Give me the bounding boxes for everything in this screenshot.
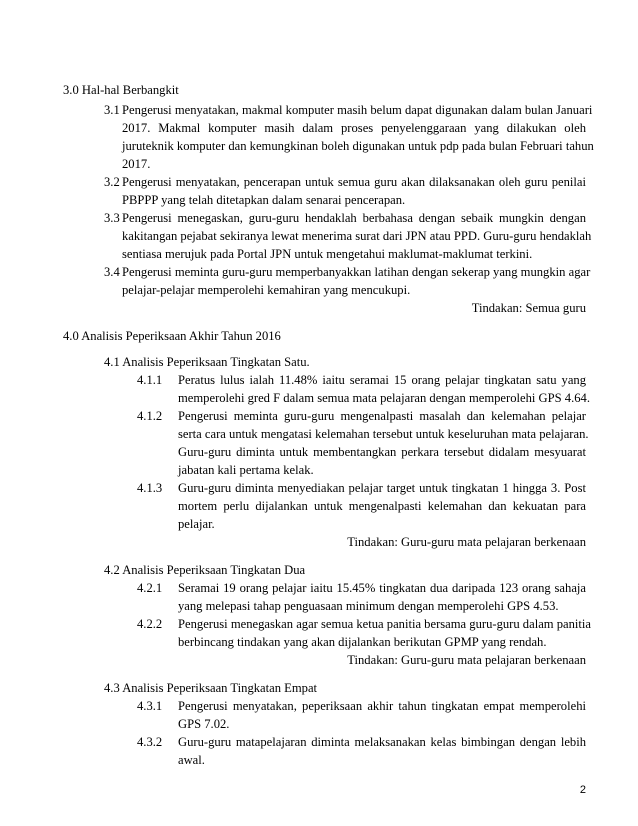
item-3-3-number: 3.3 [104, 211, 120, 225]
subsection-4-1-action: Tindakan: Guru-guru mata pelajaran berkenaan [347, 535, 586, 549]
item-4-1-3-line-3: pelajar. [178, 517, 215, 531]
section-4-heading: 4.0 Analisis Peperiksaan Akhir Tahun 2016 [63, 329, 281, 343]
item-4-1-2-line-3: Guru-guru diminta untuk membentangkan perkara tersebut didalam mesyuarat [178, 445, 586, 459]
item-4-1-2-line-4: jabatan kali pertama kelak. [178, 463, 314, 477]
item-4-1-3-number: 4.1.3 [137, 481, 163, 495]
item-4-3-1-line-2: GPS 7.02. [178, 717, 230, 731]
item-3-3-line-3: sentiasa merujuk pada Portal JPN untuk mengetahui maklumat-maklumat terkini. [122, 247, 533, 261]
item-4-1-1-number: 4.1.1 [137, 373, 163, 387]
item-3-3-line-2: kakitangan pejabat sekiranya lewat menerima surat dari JPN atau PPD. Guru-guru hendaklah [122, 229, 592, 243]
item-3-3-line-1: Pengerusi menegaskan, guru-guru hendaklah berbahasa dengan sebaik mungkin dengan [122, 211, 586, 225]
item-4-2-2-line-1: Pengerusi menegaskan agar semua ketua panitia bersama guru-guru dalam panitia [178, 617, 591, 631]
item-3-4-line-2: pelajar-pelajar memperolehi kemahiran yang mencukupi. [122, 283, 411, 297]
item-4-2-2-number: 4.2.2 [137, 617, 163, 631]
subsection-4-2-action: Tindakan: Guru-guru mata pelajaran berkenaan [347, 653, 586, 667]
subsection-4-2-title: 4.2 Analisis Peperiksaan Tingkatan Dua [104, 563, 306, 577]
item-4-1-2-number: 4.1.2 [137, 409, 163, 423]
item-4-1-2-line-1: Pengerusi meminta guru-guru mengenalpasti masalah dan kelemahan pelajar [178, 409, 586, 423]
item-4-2-1-line-2: yang melepasi tahap penguasaan minimum dengan memperolehi GPS 4.53. [178, 599, 559, 613]
item-3-1-line-2: 2017. Makmal komputer masih dalam proses penyelenggaraan yang dilakukan oleh [122, 121, 586, 135]
item-4-1-2-line-2: serta cara untuk mengatasi kelemahan tersebut untuk keseluruhan mata pelajaran. [178, 427, 589, 441]
item-4-2-2-line-2: berbincang tindakan yang akan dijalankan berikutan GPMP yang rendah. [178, 635, 547, 649]
item-3-4-line-1: Pengerusi meminta guru-guru memperbanyakkan latihan dengan sekerap yang mungkin agar [122, 265, 591, 279]
item-3-1-line-3: juruteknik komputer dan kemungkinan boleh digunakan untuk pdp pada bulan Februari tahun [122, 139, 594, 153]
item-3-2-line-2: PBPPP yang telah ditetapkan dalam senarai pencerapan. [122, 193, 406, 207]
item-4-2-1-number: 4.2.1 [137, 581, 163, 595]
item-4-3-1-line-1: Pengerusi menyatakan, peperiksaan akhir tahun tingkatan empat memperolehi [178, 699, 586, 713]
item-3-1-line-4: 2017. [122, 157, 151, 171]
item-4-2-1-line-1: Seramai 19 orang pelajar iaitu 15.45% tingkatan dua daripada 123 orang sahaja [178, 581, 586, 595]
section-3-heading: 3.0 Hal-hal Berbangkit [63, 83, 179, 97]
section-3-action: Tindakan: Semua guru [471, 301, 586, 315]
item-4-3-2-line-1: Guru-guru matapelajaran diminta melaksanakan kelas bimbingan dengan lebih [178, 735, 586, 749]
item-3-1-line-1: Pengerusi menyatakan, makmal komputer masih belum dapat digunakan dalam bulan Januari [122, 103, 593, 117]
item-4-1-3-line-1: Guru-guru diminta menyediakan pelajar target untuk tingkatan 1 hingga 3. Post [178, 481, 586, 495]
item-3-1-number: 3.1 [104, 103, 120, 117]
item-4-3-2-number: 4.3.2 [137, 735, 163, 749]
item-4-1-1-line-1: Peratus lulus ialah 11.48% iaitu seramai 15 orang pelajar tingkatan satu yang [178, 373, 586, 387]
item-4-1-3-line-2: mortem perlu dijalankan untuk mengenalpasti kelemahan dan kekuatan para [178, 499, 586, 513]
item-4-3-2-line-2: awal. [178, 753, 205, 767]
item-4-3-1-number: 4.3.1 [137, 699, 163, 713]
subsection-4-1-title: 4.1 Analisis Peperiksaan Tingkatan Satu. [104, 355, 310, 369]
item-3-2-line-1: Pengerusi menyatakan, pencerapan untuk semua guru akan dilaksanakan oleh guru penilai [122, 175, 586, 189]
item-3-2-number: 3.2 [104, 175, 120, 189]
item-4-1-1-line-2: memperolehi gred F dalam semua mata pelajaran dengan memperolehi GPS 4.64. [178, 391, 590, 405]
item-3-4-number: 3.4 [104, 265, 120, 279]
subsection-4-3-title: 4.3 Analisis Peperiksaan Tingkatan Empat [104, 681, 318, 695]
page-number: 2 [579, 784, 586, 796]
